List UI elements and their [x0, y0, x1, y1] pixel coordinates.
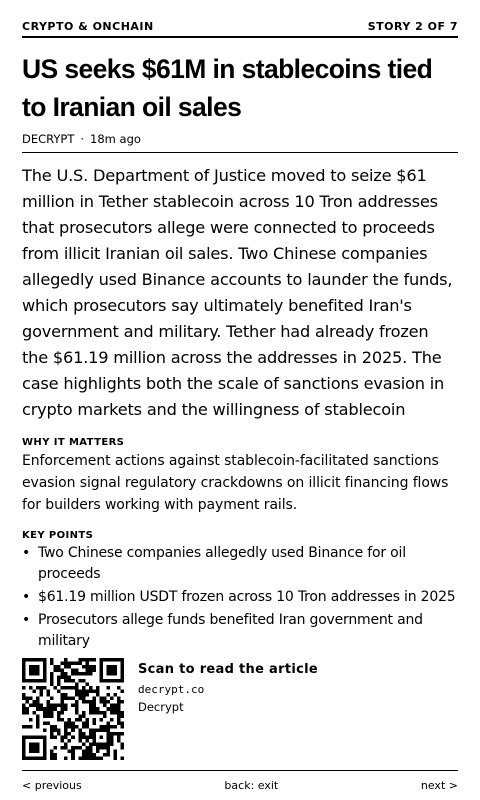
key-point-text: Prosecutors allege funds benefited Iran government and military — [38, 612, 423, 649]
why-it-matters-text: Enforcement actions against stablecoin-facilitated sanctions evasion signal regulatory crackdowns on illicit financing flows for builders working with payment rails. — [22, 453, 449, 513]
bullet-icon: • — [22, 612, 31, 628]
article-title: US seeks $61M in stablecoins tied to Iranian oil sales — [22, 54, 433, 122]
key-point-text: Two Chinese companies allegedly used Binance for oil proceeds — [38, 545, 406, 582]
bullet-icon: • — [22, 589, 31, 605]
byline — [22, 132, 458, 153]
article-source: DECRYPT — [22, 132, 75, 146]
bullet-icon: • — [22, 545, 31, 561]
key-point-item — [22, 610, 458, 652]
article-age: 18m ago — [90, 132, 141, 146]
story-position: STORY 2 OF 7 — [367, 19, 458, 33]
next-button[interactable]: next > — [420, 779, 458, 792]
key-point-item — [22, 543, 458, 585]
byline-separator: · — [80, 132, 85, 146]
exit-button[interactable]: back: exit — [224, 779, 279, 792]
story-screen — [22, 16, 458, 792]
top-bar — [22, 16, 458, 38]
previous-button[interactable]: < previous — [22, 779, 82, 792]
why-it-matters-label: WHY IT MATTERS — [22, 437, 125, 448]
key-points-label: KEY POINTS — [22, 530, 94, 541]
section-label: CRYPTO & ONCHAIN — [22, 19, 154, 33]
qr-domain: decrypt.co — [138, 683, 205, 696]
qr-code-icon[interactable] — [22, 658, 124, 760]
footer-nav — [22, 770, 458, 792]
qr-info — [138, 658, 318, 714]
key-point-item — [22, 587, 458, 608]
qr-section — [22, 658, 318, 760]
qr-title: Scan to read the article — [138, 662, 318, 677]
key-points-list — [22, 543, 458, 652]
qr-source: Decrypt — [138, 700, 184, 714]
key-point-text: $61.19 million USDT frozen across 10 Tron addresses in 2025 — [38, 589, 456, 605]
article-body: The U.S. Department of Justice moved to seize $61 million in Tether stablecoin across 10 Tron addresses that prosecutors allege were connected to proceeds from illicit Iranian oil sales. Two Chinese companies allegedly used Binance accounts to launder the funds, which prosecutors say ultimately benefited Iran's government and military. Tether had already frozen the $61.19 million across the addresses in 2025. The case highlights both the scale of sanctions evasion in crypto markets and the willingness of stablecoin — [22, 166, 453, 419]
